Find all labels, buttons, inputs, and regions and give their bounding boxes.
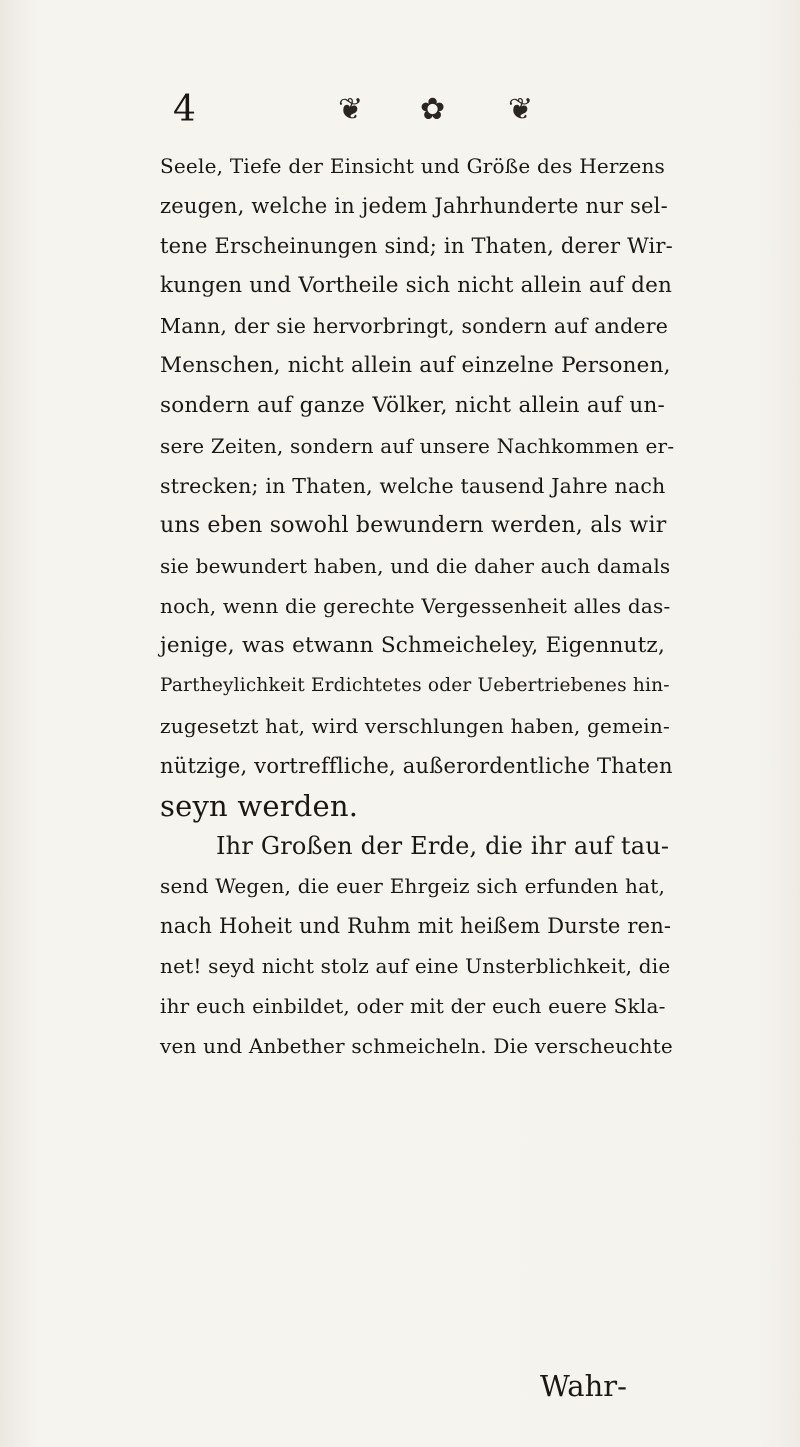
text-line: Seele, Tiefe der Einsicht und Größe des Herzens: [160, 154, 665, 178]
text-line: strecken; in Thaten, welche tausend Jahre nach: [160, 474, 666, 498]
text-line: nützige, vortreffliche, außerordentliche Thaten: [160, 754, 673, 778]
text-line: uns eben sowohl bewundern werden, als wir: [160, 513, 667, 538]
text-line: ihr euch einbildet, oder mit der euch euere Skla-: [160, 994, 666, 1018]
page-header: [0, 88, 800, 138]
text-line: jenige, was etwann Schmeicheley, Eigennutz,: [160, 633, 665, 658]
text-line: sere Zeiten, sondern auf unsere Nachkommen er-: [160, 434, 675, 458]
text-line: ven und Anbether schmeicheln. Die verscheuchte: [160, 1034, 673, 1058]
text-line: sondern auf ganze Völker, nicht allein auf un-: [160, 393, 665, 418]
text-line: zeugen, welche in jedem Jahrhunderte nur sel-: [160, 194, 668, 218]
page-number: 4: [173, 89, 196, 130]
text-line: zugesetzt hat, wird verschlungen haben, gemein-: [160, 714, 670, 738]
ornament-right-icon: ❦: [508, 92, 534, 127]
text-line: Partheylichkeit Erdichtetes oder Uebertriebenes hin-: [160, 675, 670, 696]
catchword: Wahr-: [540, 1369, 627, 1403]
text-line: net! seyd nicht stolz auf eine Unsterblichkeit, die: [160, 954, 671, 978]
text-line-paragraph-end: seyn werden.: [160, 789, 359, 823]
text-line: nach Hoheit und Ruhm mit heißem Durste ren-: [160, 914, 672, 938]
text-line: noch, wenn die gerechte Vergessenheit alles das-: [160, 594, 671, 618]
text-line-paragraph-start: Ihr Großen der Erde, die ihr auf tau-: [216, 832, 670, 860]
text-line: kungen und Vortheile sich nicht allein auf den: [160, 273, 673, 298]
body-text: [160, 146, 675, 1066]
ornament-center-icon: ✿: [420, 92, 446, 127]
text-line: tene Erscheinungen sind; in Thaten, derer Wir-: [160, 234, 673, 258]
text-line: sie bewundert haben, und die daher auch damals: [160, 554, 671, 578]
text-line: send Wegen, die euer Ehrgeiz sich erfunden hat,: [160, 874, 665, 898]
text-line: Menschen, nicht allein auf einzelne Personen,: [160, 353, 671, 378]
text-line: Mann, der sie hervorbringt, sondern auf andere: [160, 314, 669, 338]
ornament-left-icon: ❦: [338, 92, 364, 127]
